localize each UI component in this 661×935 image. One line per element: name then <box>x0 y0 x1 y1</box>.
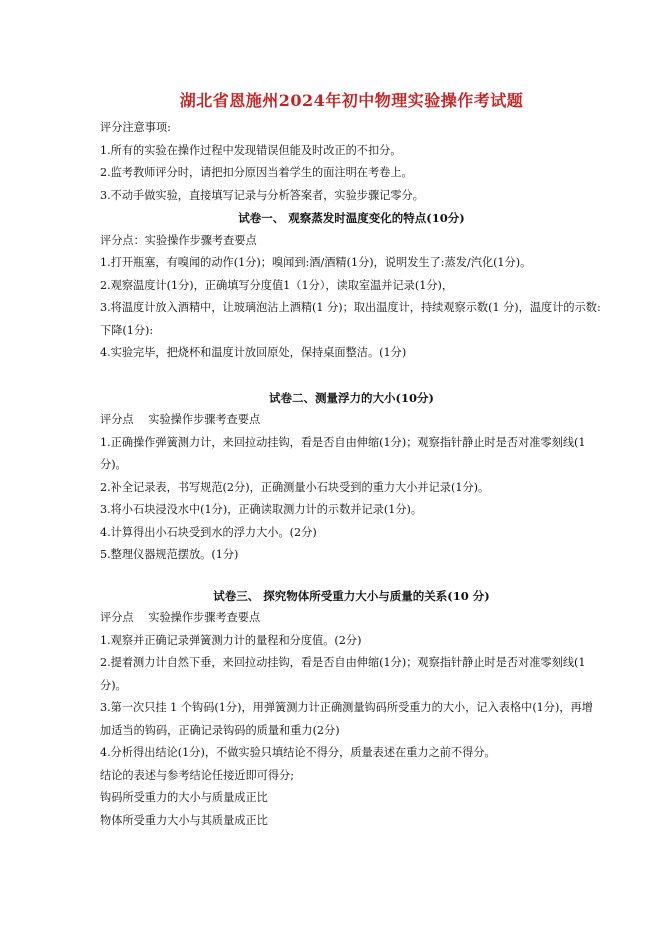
section-item: 5.整理仪器规范摆放。(1分) <box>100 548 239 561</box>
section-item: 钩码所受重力的大小与质量成正比 <box>100 791 268 804</box>
section-item: 物体所受重力大小与其质量成正比 <box>100 813 268 827</box>
notes-heading: 评分注意事项: <box>100 121 171 134</box>
section-title: 试卷一、 观察蒸发时温度变化的特点(10分) <box>238 211 465 225</box>
note-item: 2.监考教师评分时，请把扣分原因当着学生的面注明在考卷上。 <box>100 166 413 179</box>
document-title: 湖北省恩施州2024年初中物理实验操作考试题 <box>179 91 524 110</box>
section-item: 3.将温度计放入酒精中，让玻璃泡沾上酒精(1 分)；取出温度计，持续观察示数(1 分)，温度计的示数:下降(1分): <box>100 301 601 337</box>
section-item: 3.将小石块浸没水中(1分)，正确读取测力计的示数并记录(1分)。 <box>100 503 423 516</box>
section-item: 4.计算得出小石块受到水的浮力大小。(2分) <box>100 525 317 539</box>
section-item: 4.分析得出结论(1分)，不做实验只填结论不得分，质量表述在重力之前不得分。 <box>100 746 496 759</box>
section-item: 结论的表述与参考结论任接近即可得分; <box>100 768 294 782</box>
section-item: 1.打开瓶塞，有嗅闻的动作(1分)；嗅闻到:酒/酒精(1分)，说明发生了:蒸发/汽化(1分)。 <box>100 256 532 269</box>
section-item: 4.实验完毕，把烧杯和温度计放回原处，保持桌面整洁。(1分) <box>100 346 407 359</box>
section-title: 试卷二、测量浮力的大小(10分) <box>269 390 434 405</box>
section-item: 2.补全记录表，书写规范(2分)，正确测量小石块受到的重力大小并记录(1分)。 <box>100 480 490 494</box>
section-item: 2.提着测力计自然下垂，来回拉动挂钩，看是否自由伸缩(1分)；观察指针静止时是否对准零刻线(1分)。 <box>100 656 586 692</box>
note-item: 3.不动手做实验，直接填写记录与分析答案者，实验步骤记零分。 <box>100 188 424 202</box>
spacer <box>100 365 603 387</box>
section-item: 3.第一次只挂 1 个钩码(1分)，用弹簧测力计正确测量钩码所受重力的大小，记入表格中(1分)，再增加适当的钩码，正确记录钩码的质量和重力(2分) <box>100 701 593 737</box>
section-subheading: 评分点：实验操作步骤考查要点 <box>100 233 257 247</box>
note-item: 1.所有的实验在操作过程中发现错误但能及时改正的不扣分。 <box>100 143 402 157</box>
section-item: 2.观察温度计(1分)，正确填写分度值1（1分），读取室温并记录(1分)， <box>100 278 454 292</box>
section-item: 1.观察并正确记录弹簧测力计的量程和分度值。(2分) <box>100 633 362 647</box>
section-subheading: 评分点 实验操作步骤考查要点 <box>100 413 261 426</box>
section-title: 试卷三、 探究物体所受重力大小与质量的关系(10 分) <box>213 588 490 603</box>
section-item: 1.正确操作弹簧测力计，来回拉动挂钩，看是否自由伸缩(1分)；观察指针静止时是否对准零刻线(1分)。 <box>100 435 586 471</box>
section-subheading: 评分点 实验操作步骤考查要点 <box>100 611 261 624</box>
spacer <box>100 567 603 585</box>
